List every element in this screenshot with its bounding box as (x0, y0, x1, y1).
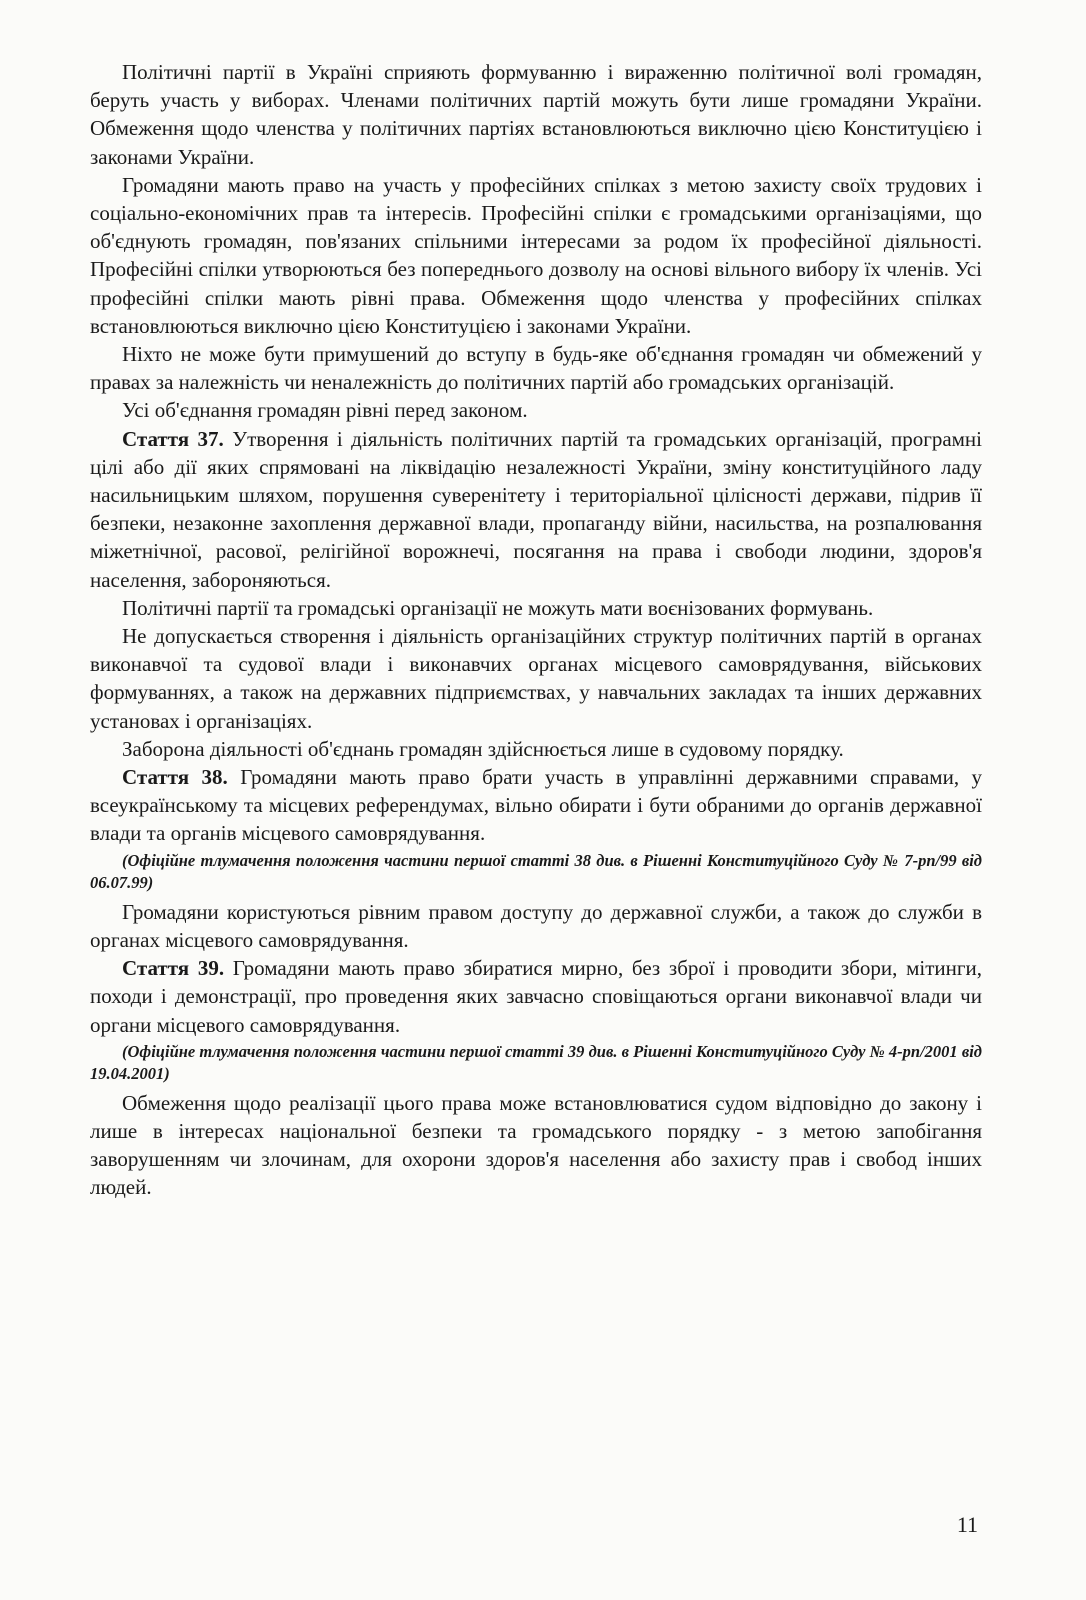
interpretation-note: (Офіційне тлумачення положення частини першої статті 39 див. в Рішенні Конституційного Суду № 4-рп/2001 від 19.04.2001) (90, 1041, 982, 1083)
article-heading: Стаття 39. (122, 956, 225, 981)
paragraph: Усі об'єднання громадян рівні перед законом. (122, 398, 528, 423)
paragraph: Ніхто не може бути примушений до вступу в будь-яке об'єднання громадян чи обмежений у правах за належність чи неналежність до політичних партій або громадських організацій. (90, 342, 982, 395)
article-heading: Стаття 38. (122, 765, 228, 790)
interpretation-note: (Офіційне тлумачення положення частини першої статті 38 див. в Рішенні Конституційного Суду № 7-рп/99 від 06.07.99) (90, 850, 982, 892)
article-heading: Стаття 37. (122, 426, 224, 451)
page-body (90, 58, 982, 1202)
article-39-paragraph (90, 954, 982, 1039)
paragraph: Громадяни користуються рівним правом доступу до державної служби, а також до служби в органах місцевого самоврядування. (90, 899, 982, 952)
article-text: Громадяни мають право збиратися мирно, без зброї і проводити збори, мітинги, походи і демонстрації, про проведення яких завчасно сповіщаються органи виконавчої влади чи органи місцевого самоврядування. (90, 956, 982, 1037)
paragraph: Не допускається створення і діяльність організаційних структур політичних партій в органах виконавчої та судової влади і виконавчих органах місцевого самоврядування, військових формуваннях, а також на державних підприємствах, у навчальних закладах та інших державних установах і організаціях. (90, 624, 982, 733)
paragraph: Громадяни мають право на участь у професійних спілках з метою захисту своїх трудових і соціально-економічних прав та інтересів. Професійні спілки є громадськими організаціями, що об'єднують громадян, пов'язаних спільними інтересами за родом їх професійної діяльності. Професійні спілки утворюються без попереднього дозволу на основі вільного вибору їх членів. Усі професійні спілки мають рівні права. Обмеження щодо членства у професійних спілках встановлюються виключно цією Конституцією і законами України. (90, 172, 982, 338)
article-text: Утворення і діяльність політичних партій та громадських організацій, програмні цілі або дії яких спрямовані на ліквідацію незалежності України, зміну конституційного ладу насильницьким шляхом, порушення суверенітету і територіальної цілісності держави, підрив її безпеки, незаконне захоплення державної влади, пропаганду війни, насильства, на розпалювання міжетнічної, расової, релігійної ворожнечі, посягання на права і свободи людини, здоров'я населення, забороняються. (90, 426, 982, 592)
article-38-paragraph (90, 763, 982, 848)
paragraph: Заборона діяльності об'єднань громадян здійснюється лише в судовому порядку. (122, 736, 844, 761)
paragraph: Політичні партії в Україні сприяють формуванню і вираженню політичної волі громадян, беруть участь у виборах. Членами політичних партій можуть бути лише громадяни України. Обмеження щодо членства у політичних партіях встановлюються виключно цією Конституцією і законами України. (90, 60, 982, 169)
paragraph: Політичні партії та громадські організації не можуть мати воєнізованих формувань. (122, 595, 874, 620)
article-text: Громадяни мають право брати участь в управлінні державними справами, у всеукраїнському та місцевих референдумах, вільно обирати і бути обраними до органів державної влади та органів місцевого самоврядування. (90, 765, 982, 846)
page-number: 11 (956, 1512, 978, 1537)
article-37-paragraph (90, 425, 982, 594)
paragraph: Обмеження щодо реалізації цього права може встановлюватися судом відповідно до закону і лише в інтересах національної безпеки та громадського порядку - з метою запобігання заворушенням чи злочинам, для охорони здоров'я населення або захисту прав і свобод інших людей. (90, 1090, 982, 1200)
